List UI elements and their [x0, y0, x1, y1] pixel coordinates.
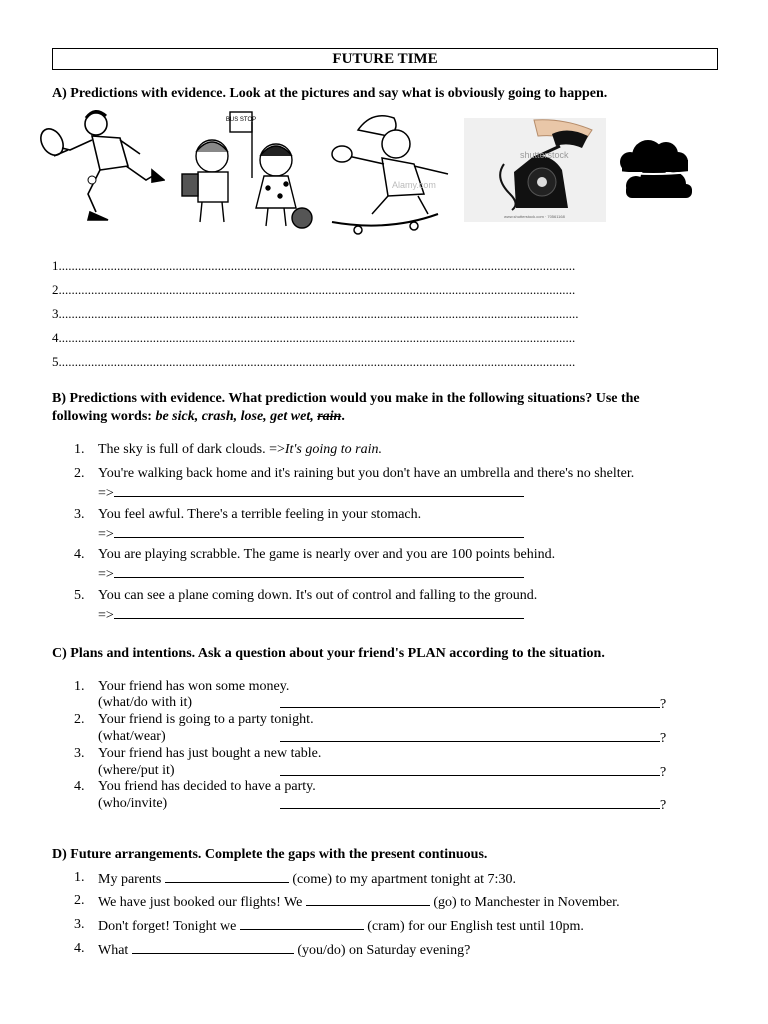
picture-strip [40, 108, 720, 238]
question-blank[interactable]: ? [280, 695, 666, 713]
gap-blank[interactable] [306, 893, 430, 906]
cue-text: (what/do with it) [98, 695, 193, 710]
section-b-heading: B) Predictions with evidence. What prediction would you make in the following situations? Use the [52, 391, 640, 406]
list-item-text: Your friend has just bought a new table. [98, 746, 322, 761]
gap-sentence: What (you/do) on Saturday evening? [98, 943, 471, 958]
tennis-player-icon [40, 108, 165, 224]
section-d-heading: D) Future arrangements. Complete the gaps with the present continuous. [52, 847, 488, 862]
list-item: 2. [74, 893, 85, 908]
section-a-heading: A) Predictions with evidence. Look at the pictures and say what is obviously going to happen. [52, 86, 608, 101]
list-item: 4. [74, 547, 85, 562]
answer-line[interactable]: 2............................................................................................................................................................... [52, 282, 576, 297]
list-item: 4. [74, 779, 85, 794]
section-b-heading-words: following words: be sick, crash, lose, get wet, rain. [52, 409, 345, 424]
answer-blank[interactable]: => [98, 606, 524, 624]
gap-sentence: My parents (come) to my apartment tonight at 7:30. [98, 872, 516, 887]
watermark-text: shutterstock [520, 150, 569, 160]
list-item-text: The sky is full of dark clouds. =>It's going to rain. [98, 442, 382, 457]
telephone-hand-icon [464, 118, 606, 222]
list-item-text: You feel awful. There's a terrible feeling in your stomach. [98, 507, 422, 522]
list-item: 3. [74, 746, 85, 761]
question-blank[interactable]: ? [280, 796, 666, 814]
gap-sentence: Don't forget! Tonight we (cram) for our English test until 10pm. [98, 919, 584, 934]
gap-blank[interactable] [132, 941, 294, 954]
question-blank[interactable]: ? [280, 729, 666, 747]
question-blank[interactable]: ? [280, 763, 666, 781]
watermark-text: Alamy.com [392, 180, 436, 190]
skateboarder-icon [328, 110, 458, 238]
gap-blank[interactable] [240, 917, 364, 930]
list-item: 1. [74, 679, 85, 694]
answer-line[interactable]: 4............................................................................................................................................................... [52, 330, 576, 345]
list-item-text: Your friend has won some money. [98, 679, 290, 694]
answer-line[interactable]: 3................................................................................................................................................................ [52, 306, 579, 321]
list-item: 3. [74, 917, 85, 932]
list-item: 2. [74, 712, 85, 727]
cue-text: (who/invite) [98, 796, 168, 811]
list-item-text: You can see a plane coming down. It's out of control and falling to the ground. [98, 588, 538, 603]
list-item: 1. [74, 870, 85, 885]
list-item-text: You are playing scrabble. The game is nearly over and you are 100 points behind. [98, 547, 556, 562]
answer-blank[interactable]: => [98, 565, 524, 583]
list-item: 2. [74, 466, 85, 481]
list-item: 5. [74, 588, 85, 603]
dark-cloud-icon [608, 134, 698, 204]
list-item-text: Your friend is going to a party tonight. [98, 712, 314, 727]
list-item-text: You're walking back home and it's raining but you don't have an umbrella and there's no shelter. [98, 466, 635, 481]
list-item: 1. [74, 442, 85, 457]
list-item-text: You friend has decided to have a party. [98, 779, 316, 794]
answer-line[interactable]: 5............................................................................................................................................................... [52, 354, 576, 369]
answer-blank[interactable]: => [98, 484, 524, 502]
list-item: 4. [74, 941, 85, 956]
gap-sentence: We have just booked our flights! We (go) to Manchester in November. [98, 895, 620, 910]
answer-blank[interactable]: => [98, 525, 524, 543]
list-item: 3. [74, 507, 85, 522]
section-c-heading: C) Plans and intentions. Ask a question about your friend's PLAN according to the situation. [52, 646, 605, 661]
answer-line[interactable]: 1............................................................................................................................................................... [52, 258, 576, 273]
page-title: FUTURE TIME [52, 48, 718, 70]
bus-sign-text: BUS STOP [225, 117, 257, 123]
gap-blank[interactable] [165, 870, 289, 883]
cue-text: (where/put it) [98, 763, 175, 778]
cue-text: (what/wear) [98, 729, 166, 744]
photo-caption: www.shutterstock.com · 70561168 [504, 214, 565, 219]
children-bus-stop-icon [172, 108, 322, 234]
